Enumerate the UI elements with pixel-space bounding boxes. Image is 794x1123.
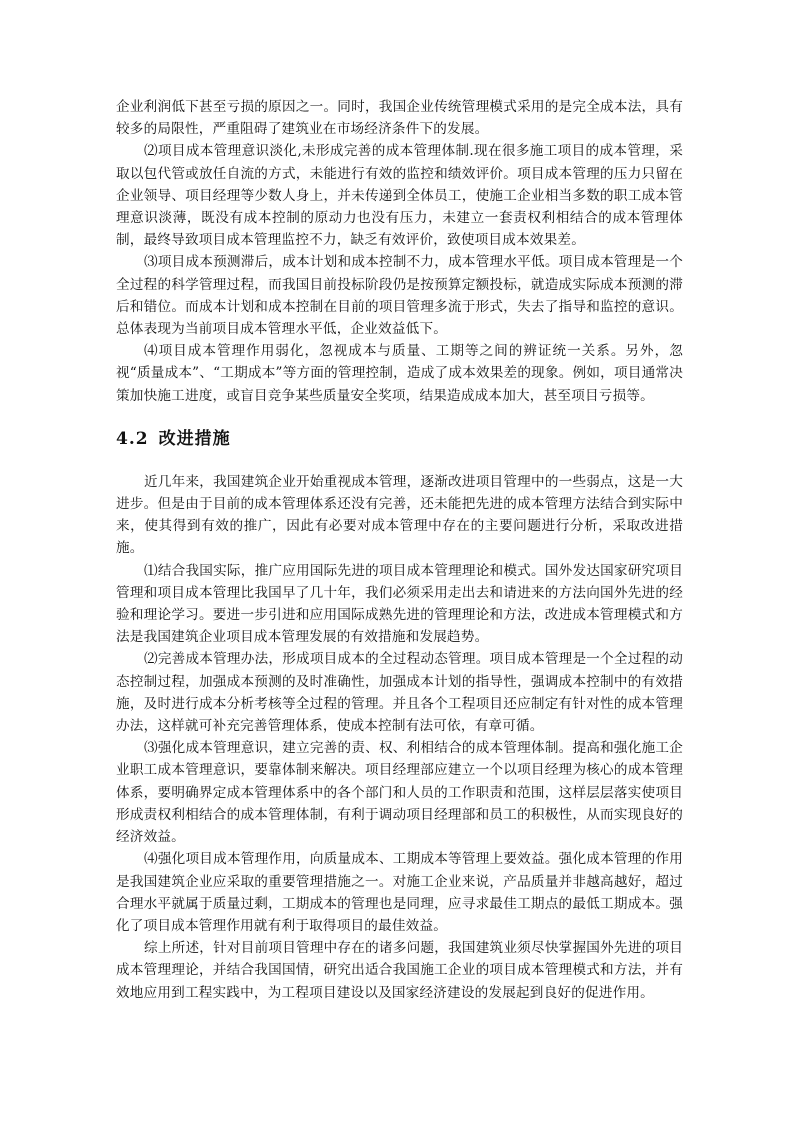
paragraph-intro: 近几年来，我国建筑企业开始重视成本管理，逐渐改进项目管理中的一些弱点，这是一大进步。但是由于目前的成本管理体系还没有完善，还未能把先进的成本管理方法结合到实际中来，使其得到有效的推广，因此有必要对成本管理中存在的主要问题进行分析，采取改进措施。 [116,473,683,557]
section-title: 改进措施 [158,428,231,449]
paragraph-measure-2: ⑵完善成本管理办法，形成项目成本的全过程动态管理。项目成本管理是一个全过程的动态控制过程，加强成本预测的及时准确性，加强成本计划的指导性，强调成本控制中的有效措施，及时进行成本分析考核等全过程的管理。并且各个工程项目还应制定有针对性的成本管理办法，这样就可补充完善管理体系，使成本控制有法可依，有章可循。 [116,651,683,735]
paragraph-measure-1: ⑴结合我国实际，推广应用国际先进的项目成本管理理论和模式。国外发达国家研究项目管理和项目成本管理比我国早了几十年，我们必须采用走出去和请进来的方法向国外先进的经验和理论学习。要进一步引进和应用国际成熟先进的管理理论和方法，改进成本管理模式和方法是我国建筑企业项目成本管理发展的有效措施和发展趋势。 [116,562,683,646]
paragraph-problem-2: ⑵项目成本管理意识淡化,未形成完善的成本管理体制.现在很多施工项目的成本管理，采取以包代管或放任自流的方式，未能进行有效的监控和绩效评价。项目成本管理的压力只留在企业领导、项目经理等少数人身上，并未传递到全体员工，使施工企业相当多数的职工成本管理意识淡薄，既没有成本控制的原动力也没有压力，未建立一套责权利相结合的成本管理体制，最终导致项目成本管理监控不力，缺乏有效评价，致使项目成本效果差。 [116,143,683,249]
paragraph-measure-3: ⑶强化成本管理意识，建立完善的责、权、利相结合的成本管理体制。提高和强化施工企业职工成本管理意识，要靠体制来解决。项目经理部应建立一个以项目经理为核心的成本管理体系，要明确界定成本管理体系中的各个部门和人员的工作职责和范围，这样层层落实使项目形成责权利相结合的成本管理体制，有利于调动项目经理部和员工的积极性，从而实现良好的经济效益。 [116,740,683,846]
paragraph-problem-3: ⑶项目成本预测滞后，成本计划和成本控制不力，成本管理水平低。项目成本管理是一个全过程的科学管理过程，而我国目前投标阶段仍是按预算定额投标，就造成实际成本预测的滞后和错位。而成本计划和成本控制在目前的项目管理多流于形式，失去了指导和监控的意识。总体表现为当前项目成本管理水平低，企业效益低下。 [116,254,683,338]
section-body [116,471,683,1004]
document-page [116,96,683,1004]
paragraph-summary: 综上所述，针对目前项目管理中存在的诸多问题，我国建筑业须尽快掌握国外先进的项目成本管理理论，并结合我国国情，研究出适合我国施工企业的项目成本管理模式和方法，并有效地应用到工程实践中，为工程项目建设以及国家经济建设的发展起到良好的促进作用。 [116,940,683,1001]
section-heading [116,427,683,451]
section-number: 4.2 [116,428,149,449]
paragraph-problem-4: ⑷项目成本管理作用弱化，忽视成本与质量、工期等之间的辨证统一关系。另外，忽视“质量成本”、“工期成本”等方面的管理控制，造成了成本效果差的现象。例如，项目通常决策加快施工进度，或盲目竞争某些质量安全奖项，结果造成成本加大，甚至项目亏损等。 [116,343,683,404]
paragraph-measure-4: ⑷强化项目成本管理作用，向质量成本、工期成本等管理上要效益。强化成本管理的作用是我国建筑企业应采取的重要管理措施之一。对施工企业来说，产品质量并非越高越好，超过合理水平就属于质量过剩，工期成本的管理也是同理，应寻求最佳工期点的最低工期成本。强化了项目成本管理作用就有利于取得项目的最佳效益。 [116,851,683,934]
paragraph-continuation: 企业利润低下甚至亏损的原因之一。同时，我国企业传统管理模式采用的是完全成本法，具有较多的局限性，严重阻碍了建筑业在市场经济条件下的发展。 [116,99,683,138]
